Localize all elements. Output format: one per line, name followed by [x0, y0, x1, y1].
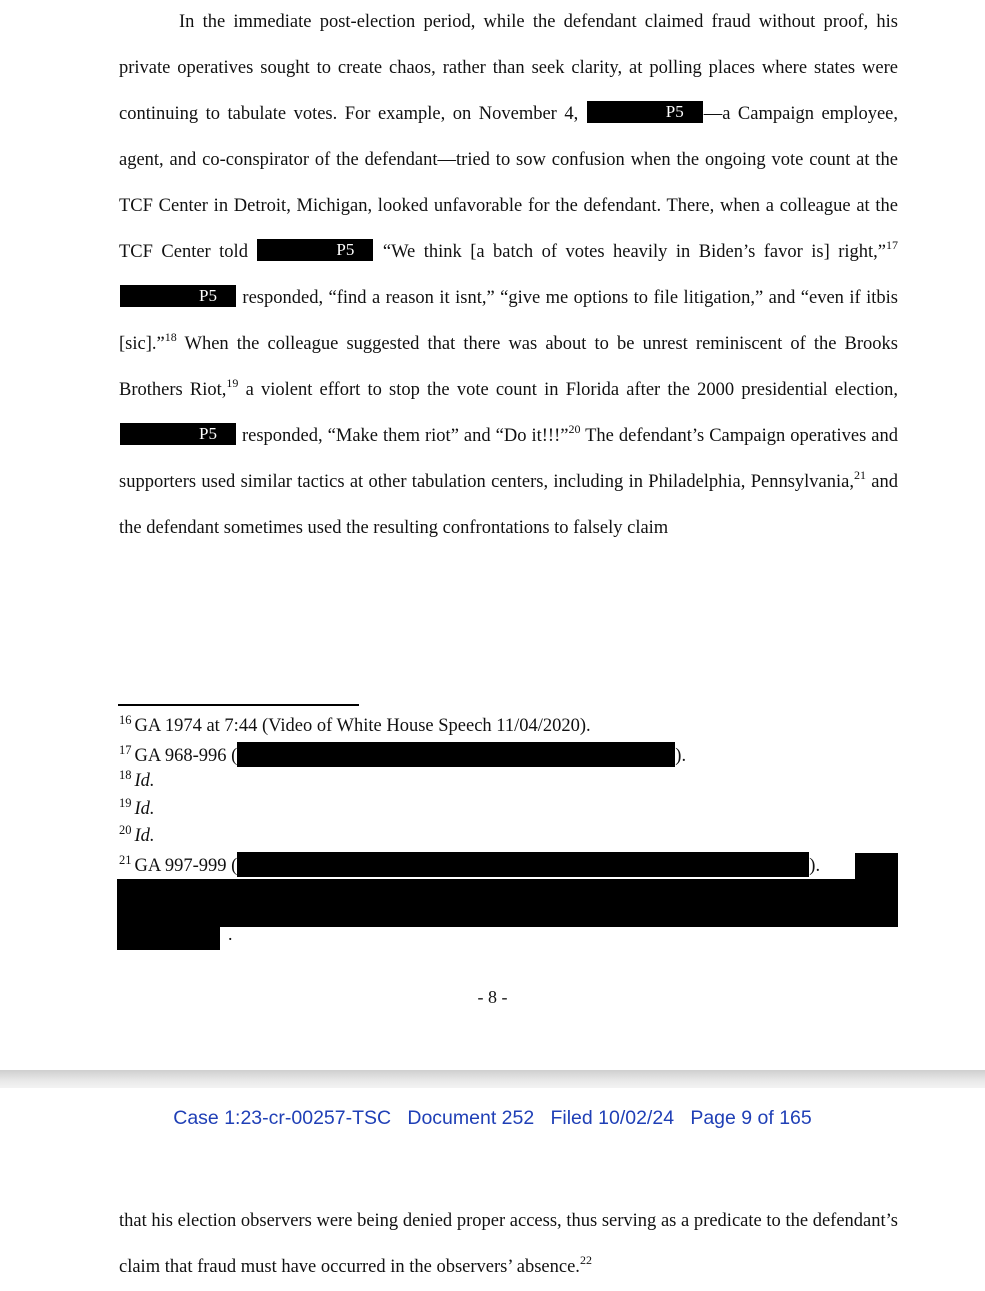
text-segment: In the immediate post-election period, while the defendant claimed fraud without proof, his private operatives sought to create chaos, rather than seek clarity, at polling places where states were continuing to tabulate votes. For example, on November 4, — [119, 12, 898, 124]
footnote-19 — [119, 797, 899, 825]
redaction-block — [117, 925, 220, 950]
footnote-number: 17 — [119, 742, 132, 757]
filed-date: Filed 10/02/24 — [550, 1107, 675, 1129]
text-segment: “We think [a batch of votes heavily in Biden’s favor is] right,” — [382, 242, 886, 262]
text-segment: responded, “find a reason it isnt,” “give me options to file litigation,” and “even if itbis [sic].” — [119, 288, 899, 354]
redaction-block — [237, 742, 675, 767]
page-count: Page 9 of 165 — [690, 1107, 812, 1129]
document-number: Document 252 — [407, 1107, 535, 1129]
footnote-18 — [119, 769, 899, 797]
text-segment: and the defendant sometimes used the resulting confrontations to falsely claim — [119, 472, 899, 538]
footnote-ref: 21 — [853, 468, 866, 482]
footnote-21 — [119, 852, 899, 880]
text-segment: —a Campaign employee, agent, and co-conspirator of the defendant—tried to sow confusion when the ongoing vote count at the TCF Center in Detroit, Michigan, looked unfavorable for the defendant. There, when a colleague at the TCF Center told — [119, 104, 898, 262]
footnote-ref: 17 — [886, 238, 898, 252]
footnote-number: 18 — [119, 768, 132, 783]
footnote-text: Id. — [134, 771, 155, 792]
footnote-text: GA 968-996 ( — [134, 745, 238, 766]
footnote-text: GA 997-999 ( — [134, 855, 238, 876]
footnote-number: 19 — [119, 795, 132, 810]
footnote-20 — [119, 824, 899, 852]
redaction-block: P5 — [120, 285, 236, 307]
redaction-block — [117, 879, 898, 927]
footnote-ref: 22 — [579, 1253, 592, 1267]
footnote-number: 16 — [119, 713, 132, 727]
footnote-separator — [118, 704, 359, 706]
footnote-16 — [119, 714, 899, 742]
redaction-block: P5 — [257, 239, 373, 261]
page-separator — [0, 1070, 985, 1088]
footnote-text: Id. — [134, 798, 155, 819]
redaction-block — [237, 852, 809, 877]
text-segment: The defendant’s Campaign operatives and supporters used similar tactics at other tabulation centers, including in Philadelphia, Pennsylvania, — [119, 426, 898, 492]
footnote-ref: 20 — [568, 422, 581, 436]
footnotes — [119, 714, 899, 880]
footnote-17 — [119, 742, 899, 770]
body-paragraph — [119, 0, 898, 551]
redaction-block: P5 — [587, 101, 703, 123]
case-number: Case 1:23-cr-00257-TSC — [173, 1107, 392, 1129]
page-number: - 8 - — [477, 987, 508, 1007]
footnote-ref: 18 — [164, 330, 177, 344]
footnote-text: Id. — [134, 826, 155, 847]
body-paragraph — [119, 1198, 898, 1290]
footnote-text: GA 1974 at 7:44 (Video of White House Speech 11/04/2020). — [134, 716, 591, 736]
text-segment: When the colleague suggested that there was about to be unrest reminiscent of the Brooks Brothers Riot, — [119, 334, 898, 400]
redaction-block: P5 — [120, 423, 236, 445]
footnote-text: ). — [675, 745, 687, 766]
case-header — [0, 1107, 985, 1130]
footnote-text: . — [228, 924, 233, 944]
footnote-ref: 19 — [226, 376, 239, 390]
footnote-number: 21 — [119, 852, 132, 867]
text-segment: responded, “Make them riot” and “Do it!!!” — [241, 426, 569, 446]
footnote-text: ). — [809, 855, 821, 876]
text-segment: a violent effort to stop the vote count in Florida after the 2000 presidential election, — [238, 380, 898, 400]
footnote-number: 20 — [119, 823, 132, 838]
text-segment: that his election observers were being denied proper access, thus serving as a predicate to the defendant’s claim that fraud must have occurred in the observers’ absence. — [119, 1211, 898, 1277]
